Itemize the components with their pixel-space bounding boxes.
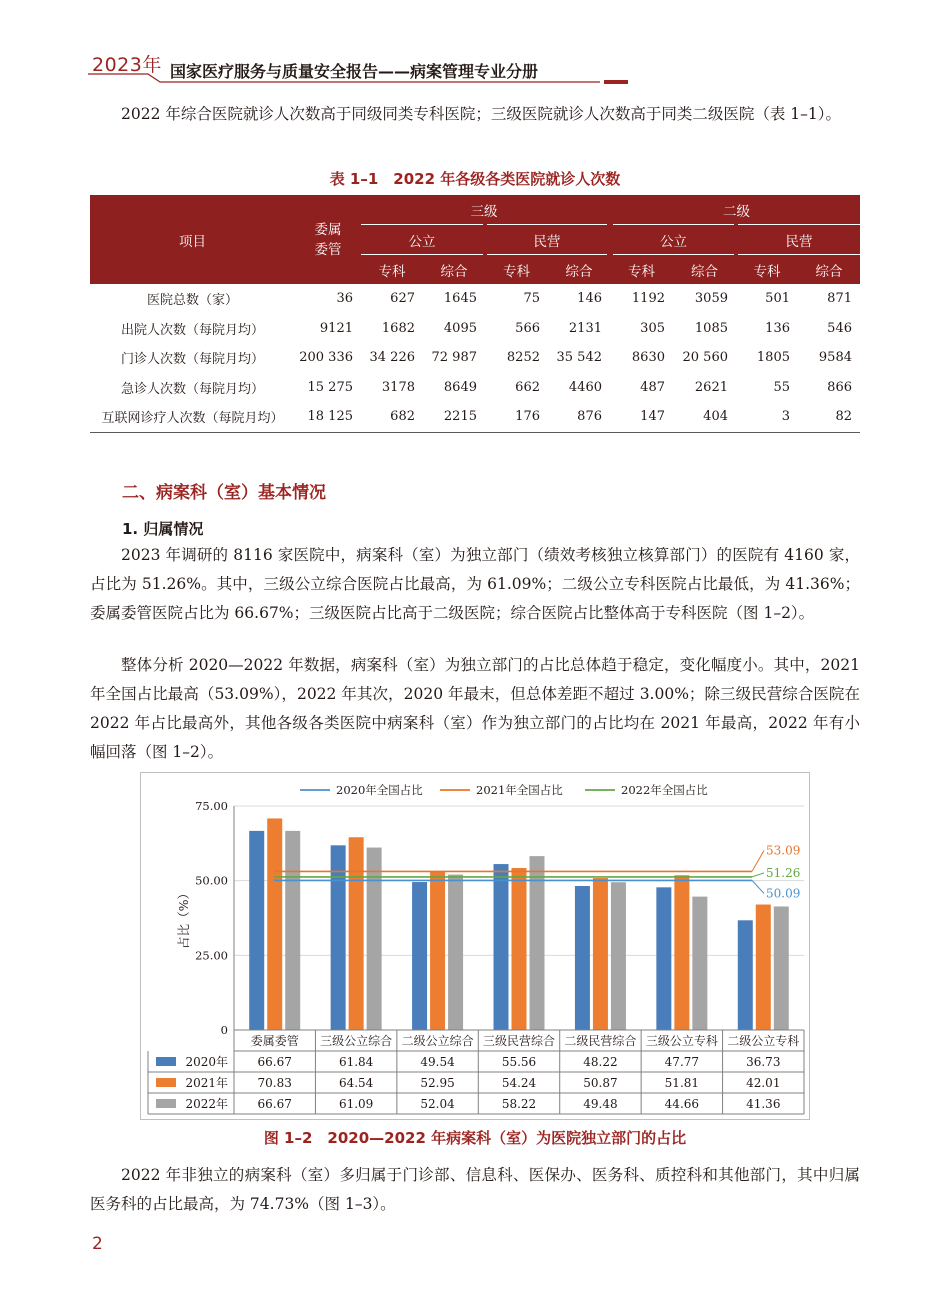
bar-2022年-二级民营综合 [611, 882, 626, 1030]
data-label: 47.77 [664, 1055, 700, 1069]
header-year: 2023年 [92, 54, 162, 76]
x-tick-label: 三级民营综合 [482, 1034, 556, 1048]
legend-entry: 2022年全国占比 [621, 783, 708, 797]
data-label: 41.36 [746, 1097, 781, 1111]
x-tick-label: 三级公立综合 [320, 1034, 393, 1048]
figure-1-2-chart [140, 772, 810, 1120]
bar-2020年-二级民营综合 [575, 886, 590, 1030]
x-tick-label: 二级公立综合 [401, 1034, 474, 1048]
data-label: 36.73 [746, 1055, 781, 1069]
l3-public-general: 综合 [423, 255, 485, 285]
data-label: 49.54 [420, 1055, 455, 1069]
bar-2020年-委属委管 [249, 831, 264, 1030]
paragraph-3: 2022 年非独立的病案科（室）多归属于门诊部、信息科、医保办、医务科、质控科和其他部门，其中归属医务科的占比最高，为 74.73%（图 1–3）。 [90, 1166, 860, 1213]
l3-private-general: 综合 [548, 255, 610, 285]
reference-leader [752, 880, 764, 893]
reference-line-label: 50.09 [766, 886, 801, 901]
x-tick-label: 三级公立专科 [645, 1034, 718, 1048]
x-tick-label: 委属委管 [250, 1034, 299, 1048]
paragraph-2: 整体分析 2020—2022 年数据，病案科（室）为独立部门的占比总体趋于稳定，变化幅度小。其中，2021 年全国占比最高（53.09%），2022 年其次，2020 年最末，但总体差距不超过 3.00%；除三级民营综合医院在 2022 年占比最高外，其他各级各类医院中病案科（室）作为独立部门的占比均在 2021 年最高，2022 年有小幅回落（图 1–2）。 [90, 656, 860, 761]
bar-2021年-二级公立综合 [430, 872, 445, 1030]
bar-2020年-三级公立综合 [331, 845, 346, 1030]
table-row: 医院总数（家） 36 627 1645 75 146 1192 3059 501 871 [146, 291, 852, 309]
header-rule [0, 0, 950, 100]
figure-caption: 图 1–2 2020—2022 年病案科（室）为医院独立部门的占比 [263, 1129, 687, 1147]
bar-2021年-三级公立综合 [349, 837, 364, 1030]
data-label: 64.54 [338, 1076, 374, 1090]
col-affiliated-header: 委属 委管 [295, 195, 361, 284]
level2-header: 二级 [610, 195, 860, 225]
data-label: 70.83 [257, 1076, 292, 1090]
bar-2020年-三级公立专科 [656, 887, 671, 1030]
data-label: 55.56 [501, 1055, 537, 1069]
l2-public-specialty: 专科 [610, 255, 673, 285]
data-label: 58.22 [501, 1097, 537, 1111]
l2-public-header: 公立 [610, 225, 736, 255]
l3-public-header: 公立 [361, 225, 485, 255]
bar-2022年-二级公立专科 [774, 906, 789, 1030]
data-label: 42.01 [746, 1076, 781, 1090]
table-row: 互联网诊疗人次数（每院月均） 18 125 682 2215 176 876 147 404 3 82 [90, 402, 860, 432]
series-name: 2022年 [185, 1097, 228, 1111]
data-label: 66.67 [257, 1097, 292, 1111]
bar-2021年-二级民营综合 [593, 878, 608, 1030]
data-label: 44.66 [664, 1097, 700, 1111]
table-row: 门诊人次数（每院月均） 200 336 34 226 72 987 8252 35 542 8630 20 560 1805 9584 [120, 350, 852, 368]
legend-entry: 2021年全国占比 [476, 783, 563, 797]
bar-2020年-二级公立综合 [412, 882, 427, 1030]
table-caption: 表 1–1 2022 年各级各类医院就诊人次数 [329, 170, 621, 188]
bar-2021年-二级公立专科 [756, 905, 771, 1030]
legend-entry: 2020年全国占比 [336, 783, 423, 797]
bar-2021年-三级民营综合 [512, 868, 527, 1030]
series-name: 2020年 [185, 1055, 228, 1069]
l2-private-specialty: 专科 [736, 255, 798, 285]
l3-public-specialty: 专科 [361, 255, 423, 285]
data-label: 48.22 [583, 1055, 618, 1069]
bar-2022年-二级公立综合 [448, 875, 463, 1030]
hospital-visits-table [90, 195, 860, 433]
bar-2020年-二级公立专科 [738, 920, 753, 1030]
level3-header: 三级 [361, 195, 610, 225]
page-number: 2 [92, 1234, 103, 1254]
data-label: 51.81 [664, 1076, 700, 1090]
reference-leader [752, 850, 764, 871]
reference-leader [752, 873, 764, 877]
intro-paragraph: 2022 年综合医院就诊人次数高于同级同类专科医院；三级医院就诊人次数高于同类二级医院（表 1–1）。 [121, 105, 842, 123]
col-item-header: 项目 [90, 195, 295, 284]
legend-swatch-2021年 [156, 1078, 176, 1087]
table-row: 出院人次数（每院月均） 9121 1682 4095 566 2131 305 1085 136 546 [120, 320, 852, 338]
y-tick-label: 25.00 [195, 948, 228, 963]
bar-2022年-三级公立综合 [367, 848, 382, 1030]
data-label: 61.84 [338, 1055, 374, 1069]
y-tick-label: 50.00 [195, 873, 228, 888]
reference-line-label: 53.09 [766, 843, 801, 858]
reference-line-label: 51.26 [766, 865, 801, 880]
y-axis-label: 占比（%） [176, 887, 191, 949]
chart-frame [141, 773, 810, 1120]
data-label: 52.04 [420, 1097, 455, 1111]
legend-swatch-2020年 [156, 1057, 176, 1066]
bar-2022年-三级公立专科 [692, 897, 707, 1030]
bar-2022年-三级民营综合 [530, 856, 545, 1030]
table-row: 急诊人次数（每院月均） 15 275 3178 8649 662 4460 487 2621 55 866 [120, 379, 852, 397]
header-title: 国家医疗服务与质量安全报告——病案管理专业分册 [170, 62, 539, 81]
x-tick-label: 二级民营综合 [564, 1034, 637, 1048]
data-label: 50.87 [583, 1076, 618, 1090]
paragraph-1: 2023 年调研的 8116 家医院中，病案科（室）为独立部门（绩效考核独立核算部门）的医院有 4160 家，占比为 51.26%。其中，三级公立综合医院占比最高，为 61.09%；二级公立专科医院占比最低，为 41.36%；委属委管医院占比为 66.67%；三级医院占比高于二级医院；综合医院占比整体高于专科医院（图 1–2）。 [90, 546, 860, 622]
bar-2021年-委属委管 [267, 818, 282, 1030]
l2-private-general: 综合 [798, 255, 860, 285]
l3-private-header: 民营 [485, 225, 610, 255]
legend-swatch-2022年 [156, 1099, 176, 1108]
l3-private-specialty: 专科 [485, 255, 548, 285]
bar-2021年-三级公立专科 [674, 875, 689, 1030]
series-name: 2021年 [185, 1076, 228, 1090]
data-label: 52.95 [420, 1076, 455, 1090]
data-label: 61.09 [338, 1097, 374, 1111]
data-label: 54.24 [501, 1076, 537, 1090]
bar-2022年-委属委管 [285, 831, 300, 1030]
subsection-title: 1. 归属情况 [122, 520, 204, 538]
l2-public-general: 综合 [673, 255, 736, 285]
x-tick-label: 二级公立专科 [727, 1034, 800, 1048]
bar-2020年-三级民营综合 [494, 864, 509, 1030]
data-label: 49.48 [583, 1097, 618, 1111]
l2-private-header: 民营 [736, 225, 860, 255]
data-label: 66.67 [257, 1055, 292, 1069]
y-tick-label: 75.00 [195, 799, 228, 813]
y-tick-label: 0 [220, 1023, 228, 1037]
section-title: 二、病案科（室）基本情况 [122, 483, 326, 503]
